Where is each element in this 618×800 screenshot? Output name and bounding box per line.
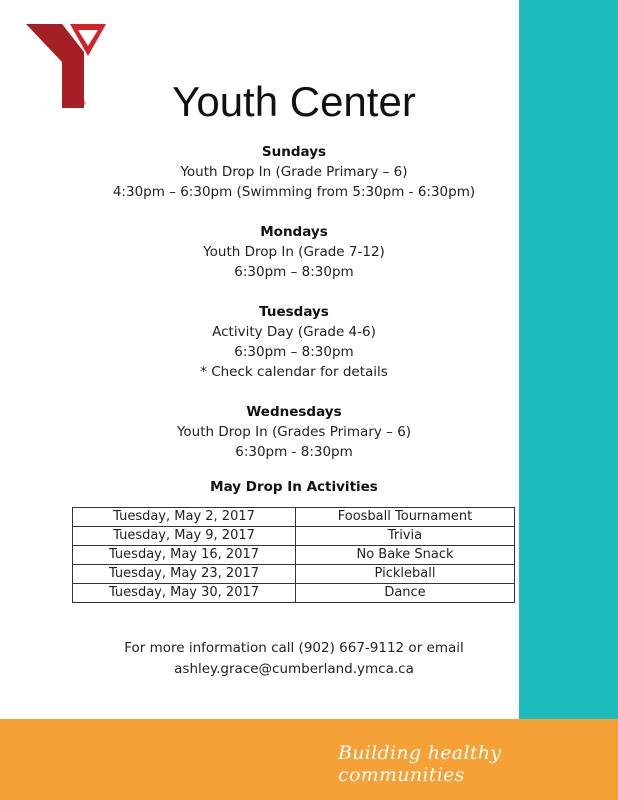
schedule-tuesdays — [0, 302, 588, 382]
table-row — [73, 527, 515, 546]
schedule-line: Youth Drop In (Grade 7-12) — [203, 244, 385, 260]
table-row — [73, 546, 515, 565]
day-heading: Sundays — [261, 144, 327, 160]
contact-email: ashley.grace@cumberland.ymca.ca — [174, 661, 414, 677]
schedule-line: * Check calendar for details — [200, 364, 388, 380]
activities-title: May Drop In Activities — [210, 479, 378, 495]
day-heading: Tuesdays — [259, 304, 329, 320]
day-heading: Mondays — [260, 224, 328, 240]
table-row — [73, 508, 515, 527]
activity-date: Tuesday, May 9, 2017 — [73, 527, 296, 546]
activity-date: Tuesday, May 16, 2017 — [73, 546, 296, 565]
activity-date: Tuesday, May 2, 2017 — [73, 508, 296, 527]
activity-date: Tuesday, May 23, 2017 — [73, 565, 296, 584]
table-row — [73, 584, 515, 603]
schedule-line: 6:30pm – 8:30pm — [234, 344, 354, 360]
schedule-wednesdays — [0, 402, 588, 462]
activities-table — [72, 507, 515, 603]
activity-name: No Bake Snack — [296, 546, 515, 565]
contact-line: For more information call (902) 667-9112 or email — [124, 640, 464, 656]
schedule-line: Youth Drop In (Grades Primary – 6) — [176, 424, 412, 440]
tagline: Building healthy communities — [338, 742, 502, 786]
contact-info — [0, 638, 588, 680]
activity-name: Dance — [296, 584, 515, 603]
activity-name: Foosball Tournament — [296, 508, 515, 527]
schedule-mondays — [0, 222, 588, 282]
schedule-line: Activity Day (Grade 4-6) — [212, 324, 376, 340]
table-row — [73, 565, 515, 584]
activity-name: Pickleball — [296, 565, 515, 584]
activity-name: Trivia — [296, 527, 515, 546]
schedule — [0, 142, 588, 482]
day-heading: Wednesdays — [246, 404, 342, 420]
schedule-line: 6:30pm - 8:30pm — [235, 444, 353, 460]
registered-mark: ® — [81, 100, 87, 107]
schedule-sundays — [0, 142, 588, 202]
activity-date: Tuesday, May 30, 2017 — [73, 584, 296, 603]
schedule-line: 4:30pm – 6:30pm (Swimming from 5:30pm - 6:30pm) — [112, 184, 476, 200]
schedule-line: 6:30pm – 8:30pm — [234, 264, 354, 280]
page-title: Youth Center — [172, 78, 416, 125]
schedule-line: Youth Drop In (Grade Primary – 6) — [180, 164, 408, 180]
